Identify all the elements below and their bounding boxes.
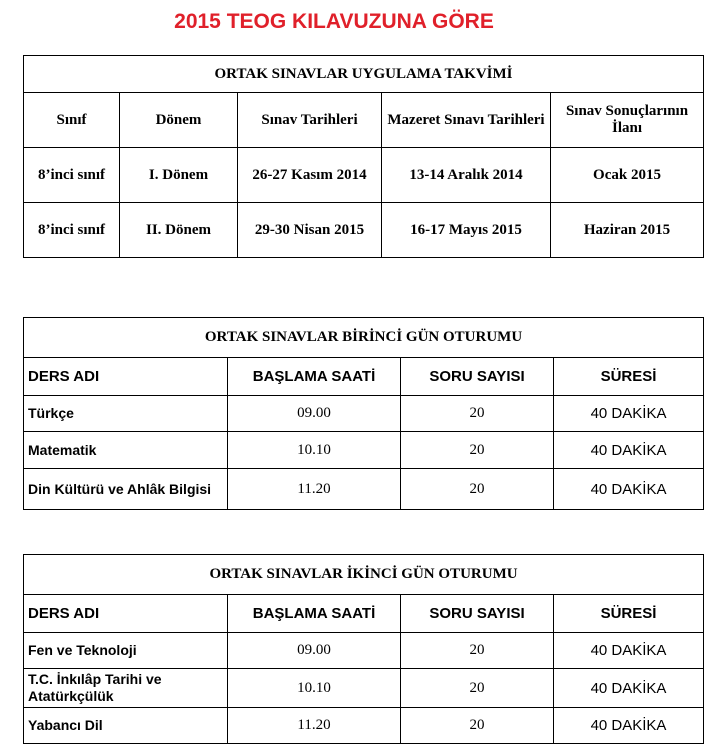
cell-donem: I. Dönem — [120, 148, 238, 203]
page-title: 2015 TEOG KILAVUZUNA GÖRE — [174, 10, 494, 33]
table-row — [24, 633, 704, 669]
table-row — [24, 432, 704, 469]
cell-baslama-saati: 09.00 — [228, 633, 401, 669]
cell-sinif: 8’inci sınıf — [24, 148, 120, 203]
table-row — [24, 669, 704, 708]
header-donem: Dönem — [120, 93, 238, 148]
cell-ders-adi: Türkçe — [24, 396, 228, 432]
table-row — [24, 148, 704, 203]
cell-baslama-saati: 09.00 — [228, 396, 401, 432]
cell-suresi: 40 DAKİKA — [554, 396, 704, 432]
cell-soru-sayisi: 20 — [401, 432, 554, 469]
cell-ders-adi: T.C. İnkılâp Tarihi ve Atatürkçülük — [24, 669, 228, 708]
cell-ders-adi: Fen ve Teknoloji — [24, 633, 228, 669]
header-soru-sayisi: SORU SAYISI — [401, 595, 554, 633]
day1-session-table — [23, 317, 704, 510]
header-sinav-tarihleri: Sınav Tarihleri — [238, 93, 382, 148]
cell-sonuc-ilani: Ocak 2015 — [551, 148, 704, 203]
cell-sonuc-ilani: Haziran 2015 — [551, 203, 704, 258]
day2-caption: ORTAK SINAVLAR İKİNCİ GÜN OTURUMU — [24, 555, 704, 595]
header-sonuc-ilani: Sınav Sonuçlarının İlanı — [551, 93, 704, 148]
header-soru-sayisi: SORU SAYISI — [401, 358, 554, 396]
header-sinif: Sınıf — [24, 93, 120, 148]
cell-suresi: 40 DAKİKA — [554, 708, 704, 744]
cell-sinif: 8’inci sınıf — [24, 203, 120, 258]
table-row — [24, 203, 704, 258]
cell-mazeret-tarihi: 13-14 Aralık 2014 — [382, 148, 551, 203]
cell-suresi: 40 DAKİKA — [554, 633, 704, 669]
calendar-table — [23, 55, 704, 258]
header-ders-adi: DERS ADI — [24, 595, 228, 633]
day2-session-table — [23, 554, 704, 744]
cell-suresi: 40 DAKİKA — [554, 469, 704, 510]
header-suresi: SÜRESİ — [554, 595, 704, 633]
cell-sinav-tarihi: 29-30 Nisan 2015 — [238, 203, 382, 258]
header-mazeret: Mazeret Sınavı Tarihleri — [382, 93, 551, 148]
cell-ders-adi: Matematik — [24, 432, 228, 469]
cell-soru-sayisi: 20 — [401, 633, 554, 669]
cell-baslama-saati: 10.10 — [228, 432, 401, 469]
cell-soru-sayisi: 20 — [401, 469, 554, 510]
header-suresi: SÜRESİ — [554, 358, 704, 396]
table-row — [24, 708, 704, 744]
table-row — [24, 396, 704, 432]
cell-baslama-saati: 11.20 — [228, 708, 401, 744]
table-row — [24, 469, 704, 510]
cell-sinav-tarihi: 26-27 Kasım 2014 — [238, 148, 382, 203]
cell-soru-sayisi: 20 — [401, 669, 554, 708]
cell-baslama-saati: 10.10 — [228, 669, 401, 708]
header-baslama-saati: BAŞLAMA SAATİ — [228, 595, 401, 633]
cell-suresi: 40 DAKİKA — [554, 669, 704, 708]
cell-ders-adi: Din Kültürü ve Ahlâk Bilgisi — [24, 469, 228, 510]
cell-baslama-saati: 11.20 — [228, 469, 401, 510]
cell-ders-adi: Yabancı Dil — [24, 708, 228, 744]
cell-donem: II. Dönem — [120, 203, 238, 258]
header-ders-adi: DERS ADI — [24, 358, 228, 396]
calendar-caption: ORTAK SINAVLAR UYGULAMA TAKVİMİ — [24, 56, 704, 93]
header-baslama-saati: BAŞLAMA SAATİ — [228, 358, 401, 396]
day1-caption: ORTAK SINAVLAR BİRİNCİ GÜN OTURUMU — [24, 318, 704, 358]
cell-soru-sayisi: 20 — [401, 708, 554, 744]
cell-soru-sayisi: 20 — [401, 396, 554, 432]
cell-mazeret-tarihi: 16-17 Mayıs 2015 — [382, 203, 551, 258]
cell-suresi: 40 DAKİKA — [554, 432, 704, 469]
